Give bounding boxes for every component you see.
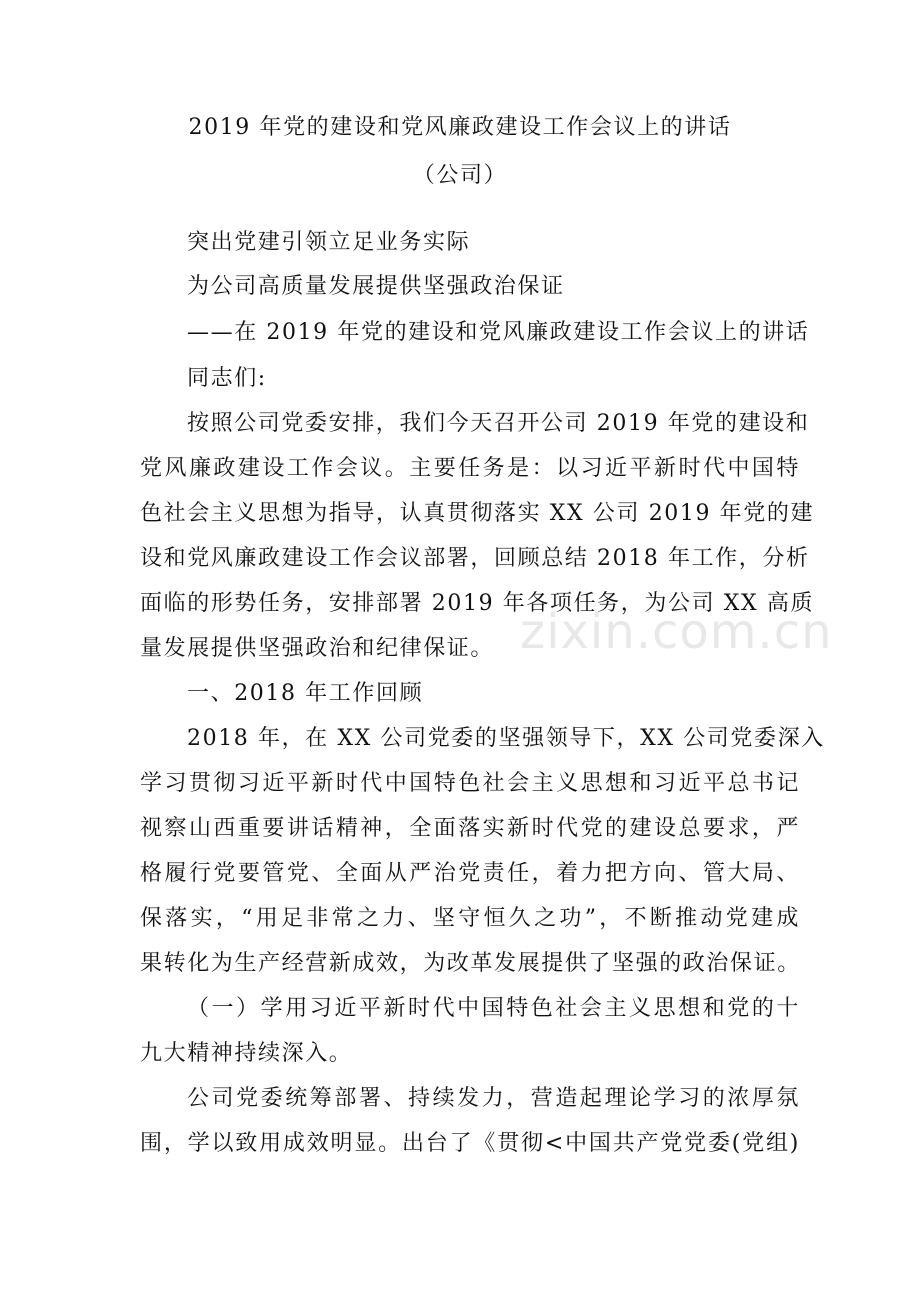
- paragraph-line: 色社会主义思想为指导，认真贯彻落实 XX 公司 2019 年党的建: [140, 501, 815, 526]
- subsection-heading-cont: 九大精神持续深入。: [140, 1041, 353, 1066]
- paragraph-line: 围，学以致用成效明显。出台了《贯彻<中国共产党党委(党组): [140, 1131, 800, 1156]
- paragraph-line: 视察山西重要讲话精神，全面落实新时代党的建设总要求，严: [140, 816, 800, 841]
- heading-1: 突出党建引领立足业务实际: [187, 230, 471, 255]
- heading-2: 为公司高质量发展提供坚强政治保证: [187, 274, 565, 299]
- paragraph-line: 学习贯彻习近平新时代中国特色社会主义思想和习近平总书记: [140, 771, 800, 796]
- heading-3: ——在 2019 年党的建设和党风廉政建设工作会议上的讲话: [187, 320, 810, 345]
- document-subtitle: （公司）: [412, 163, 508, 188]
- paragraph-line: 量发展提供坚强政治和纪律保证。: [140, 636, 495, 661]
- paragraph-line: 果转化为生产经营新成效，为改革发展提供了坚强的政治保证。: [140, 951, 801, 976]
- paragraph-line: 党风廉政建设工作会议。主要任务是：以习近平新时代中国特: [140, 456, 800, 481]
- document-title: 2019 年党的建设和党风廉政建设工作会议上的讲话: [188, 115, 732, 140]
- section-heading: 一、2018 年工作回顾: [187, 681, 424, 706]
- salutation: 同志们:: [187, 366, 267, 391]
- paragraph-line: 面临的形势任务，安排部署 2019 年各项任务，为公司 XX 高质: [140, 591, 815, 616]
- paragraph-line: 2018 年，在 XX 公司党委的坚强领导下，XX 公司党委深入: [187, 726, 825, 751]
- paragraph-line: 格履行党要管党、全面从严治党责任，着力把方向、管大局、: [140, 861, 800, 886]
- paragraph-line: 保落实，“用足非常之力、坚守恒久之功”，不断推动党建成: [140, 906, 800, 931]
- watermark: zixin.com.cn: [520, 604, 833, 660]
- paragraph-line: 按照公司党委安排，我们今天召开公司 2019 年党的建设和: [187, 411, 810, 436]
- subsection-heading: （一）学用习近平新时代中国特色社会主义思想和党的十: [187, 996, 800, 1021]
- paragraph-line: 公司党委统筹部署、持续发力，营造起理论学习的浓厚氛: [187, 1086, 800, 1111]
- paragraph-line: 设和党风廉政建设工作会议部署，回顾总结 2018 年工作，分析: [140, 546, 810, 571]
